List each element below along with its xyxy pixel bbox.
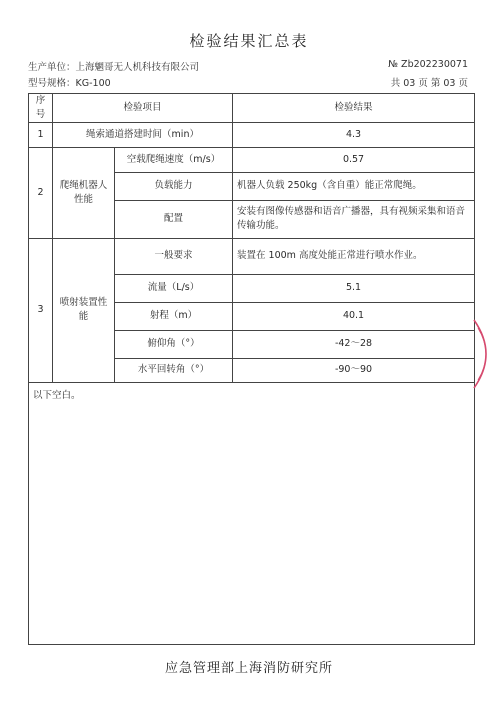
header-no: 序号	[29, 94, 53, 123]
remark-text: 以下空白。	[29, 382, 475, 644]
model-spec: 型号规格：KG-100	[28, 78, 111, 89]
row-result: 机器人负载 250kg（含自重）能正常爬绳。	[233, 172, 475, 200]
table-header-row	[29, 94, 475, 123]
table-row	[29, 238, 475, 274]
row-item: 一般要求	[115, 238, 233, 274]
remark-row	[29, 382, 475, 644]
report-number: № Zb202230071	[388, 59, 468, 70]
row-group: 喷射装置性能	[53, 238, 115, 382]
row-result: 5.1	[233, 274, 475, 302]
row-group: 爬绳机器人性能	[53, 147, 115, 238]
row-result: -42～28	[233, 330, 475, 358]
row-result: 40.1	[233, 302, 475, 330]
row-item: 负载能力	[115, 172, 233, 200]
document-title: 检验结果汇总表	[189, 32, 309, 50]
table-row	[29, 122, 475, 147]
seal-arc-icon	[468, 318, 498, 390]
manufacturer: 生产单位：上海魍哥无人机科技有限公司	[28, 62, 200, 73]
table-row	[29, 147, 475, 172]
row-item: 射程（m）	[115, 302, 233, 330]
row-result: 4.3	[233, 122, 475, 147]
row-result: 装置在 100m 高度处能正常进行喷水作业。	[233, 238, 475, 274]
row-item: 流量（L/s）	[115, 274, 233, 302]
page-info: 共 03 页 第 03 页	[390, 78, 468, 89]
row-item: 水平回转角（°）	[115, 358, 233, 382]
issuing-institute: 应急管理部上海消防研究所	[164, 661, 333, 676]
inspection-results-table	[28, 93, 475, 645]
row-item: 俯仰角（°）	[115, 330, 233, 358]
seal-stamp-edge	[468, 318, 498, 390]
row-result: 0.57	[233, 147, 475, 172]
row-no: 1	[29, 122, 53, 147]
header-result: 检验结果	[233, 94, 475, 123]
row-item: 空载爬绳速度（m/s）	[115, 147, 233, 172]
row-result: -90～90	[233, 358, 475, 382]
row-result: 安装有图像传感器和语音广播器，具有视频采集和语音传输功能。	[233, 200, 475, 238]
row-item: 绳索通道搭建时间（min）	[53, 122, 233, 147]
row-no: 3	[29, 238, 53, 382]
row-item: 配置	[115, 200, 233, 238]
row-no: 2	[29, 147, 53, 238]
header-item: 检验项目	[53, 94, 233, 123]
